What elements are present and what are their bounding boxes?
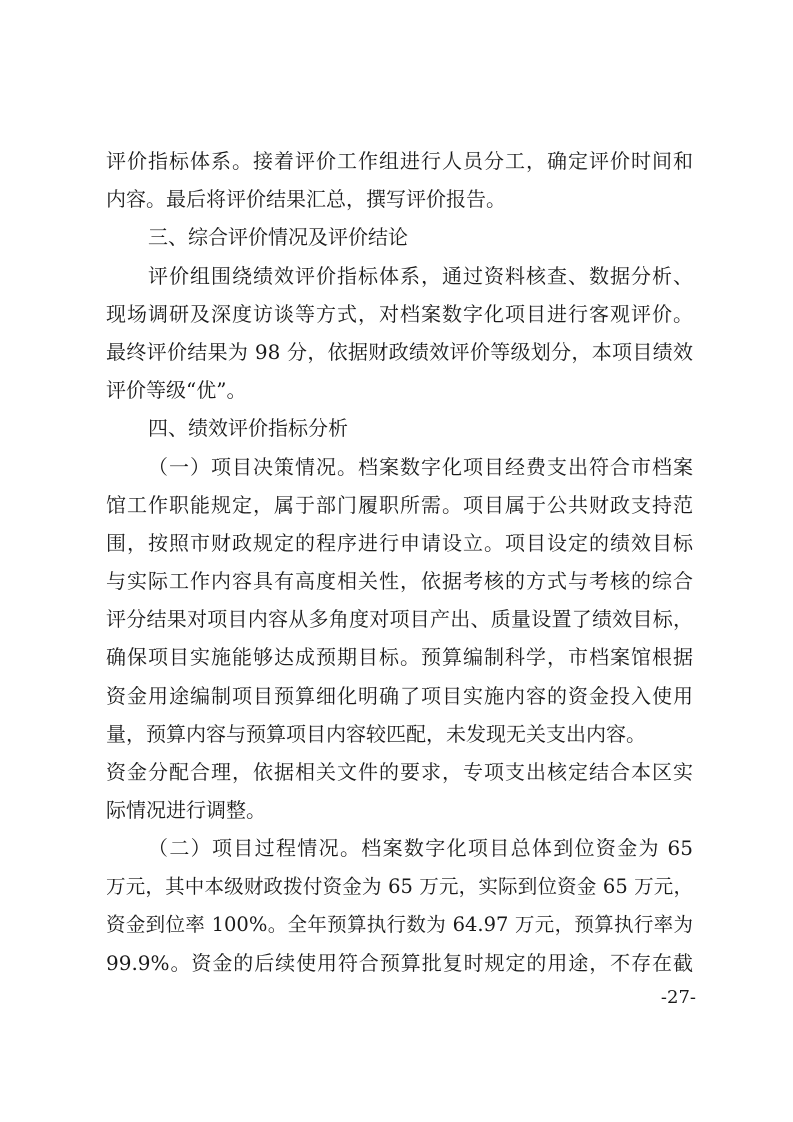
text-line: （一）项目决策情况。档案数字化项目经费支出符合市档案 xyxy=(148,454,693,479)
text-line: 现场调研及深度访谈等方式，对档案数字化项目进行客观评价。 xyxy=(106,301,693,326)
text-line: 评价组围绕绩效评价指标体系，通过资料核查、数据分析、 xyxy=(148,263,693,288)
text-line: 99.9%。资金的后续使用符合预算批复时规定的用途，不存在截 xyxy=(106,950,693,975)
text-line: 万元，其中本级财政拨付资金为 65 万元，实际到位资金 65 万元， xyxy=(106,874,693,898)
text-line: 围，按照市财政规定的程序进行申请设立。项目设定的绩效目标 xyxy=(106,530,693,555)
text-line: （二）项目过程情况。档案数字化项目总体到位资金为 65 xyxy=(148,836,693,861)
text-line: 三、综合评价情况及评价结论 xyxy=(148,225,408,250)
text-line: 内容。最后将评价结果汇总，撰写评价报告。 xyxy=(106,187,506,212)
text-line: 资金用途编制项目预算细化明确了项目实施内容的资金投入使用 xyxy=(106,683,693,708)
text-line: 确保项目实施能够达成预期目标。预算编制科学，市档案馆根据 xyxy=(106,645,693,670)
body-text xyxy=(106,142,693,982)
page-number: -27- xyxy=(660,987,696,1008)
text-line: 量，预算内容与预算项目内容较匹配，未发现无关支出内容。 xyxy=(106,721,646,746)
text-line: 际情况进行调整。 xyxy=(106,798,266,823)
text-line: 资金到位率 100%。全年预算执行数为 64.97 万元，预算执行率为 xyxy=(106,912,693,936)
text-line: 评分结果对项目内容从多角度对项目产出、质量设置了绩效目标， xyxy=(106,607,693,632)
text-line: 评价指标体系。接着评价工作组进行人员分工，确定评价时间和 xyxy=(106,149,693,173)
text-line: 与实际工作内容具有高度相关性，依据考核的方式与考核的综合 xyxy=(106,569,693,594)
text-line: 四、绩效评价指标分析 xyxy=(148,416,348,441)
text-line: 评价等级“优”。 xyxy=(106,378,247,403)
text-line: 馆工作职能规定，属于部门履职所需。项目属于公共财政支持范 xyxy=(106,492,693,517)
text-line: 最终评价结果为 98 分，依据财政绩效评价等级划分，本项目绩效 xyxy=(106,339,693,364)
text-line: 资金分配合理，依据相关文件的要求，专项支出核定结合本区实 xyxy=(106,760,693,784)
